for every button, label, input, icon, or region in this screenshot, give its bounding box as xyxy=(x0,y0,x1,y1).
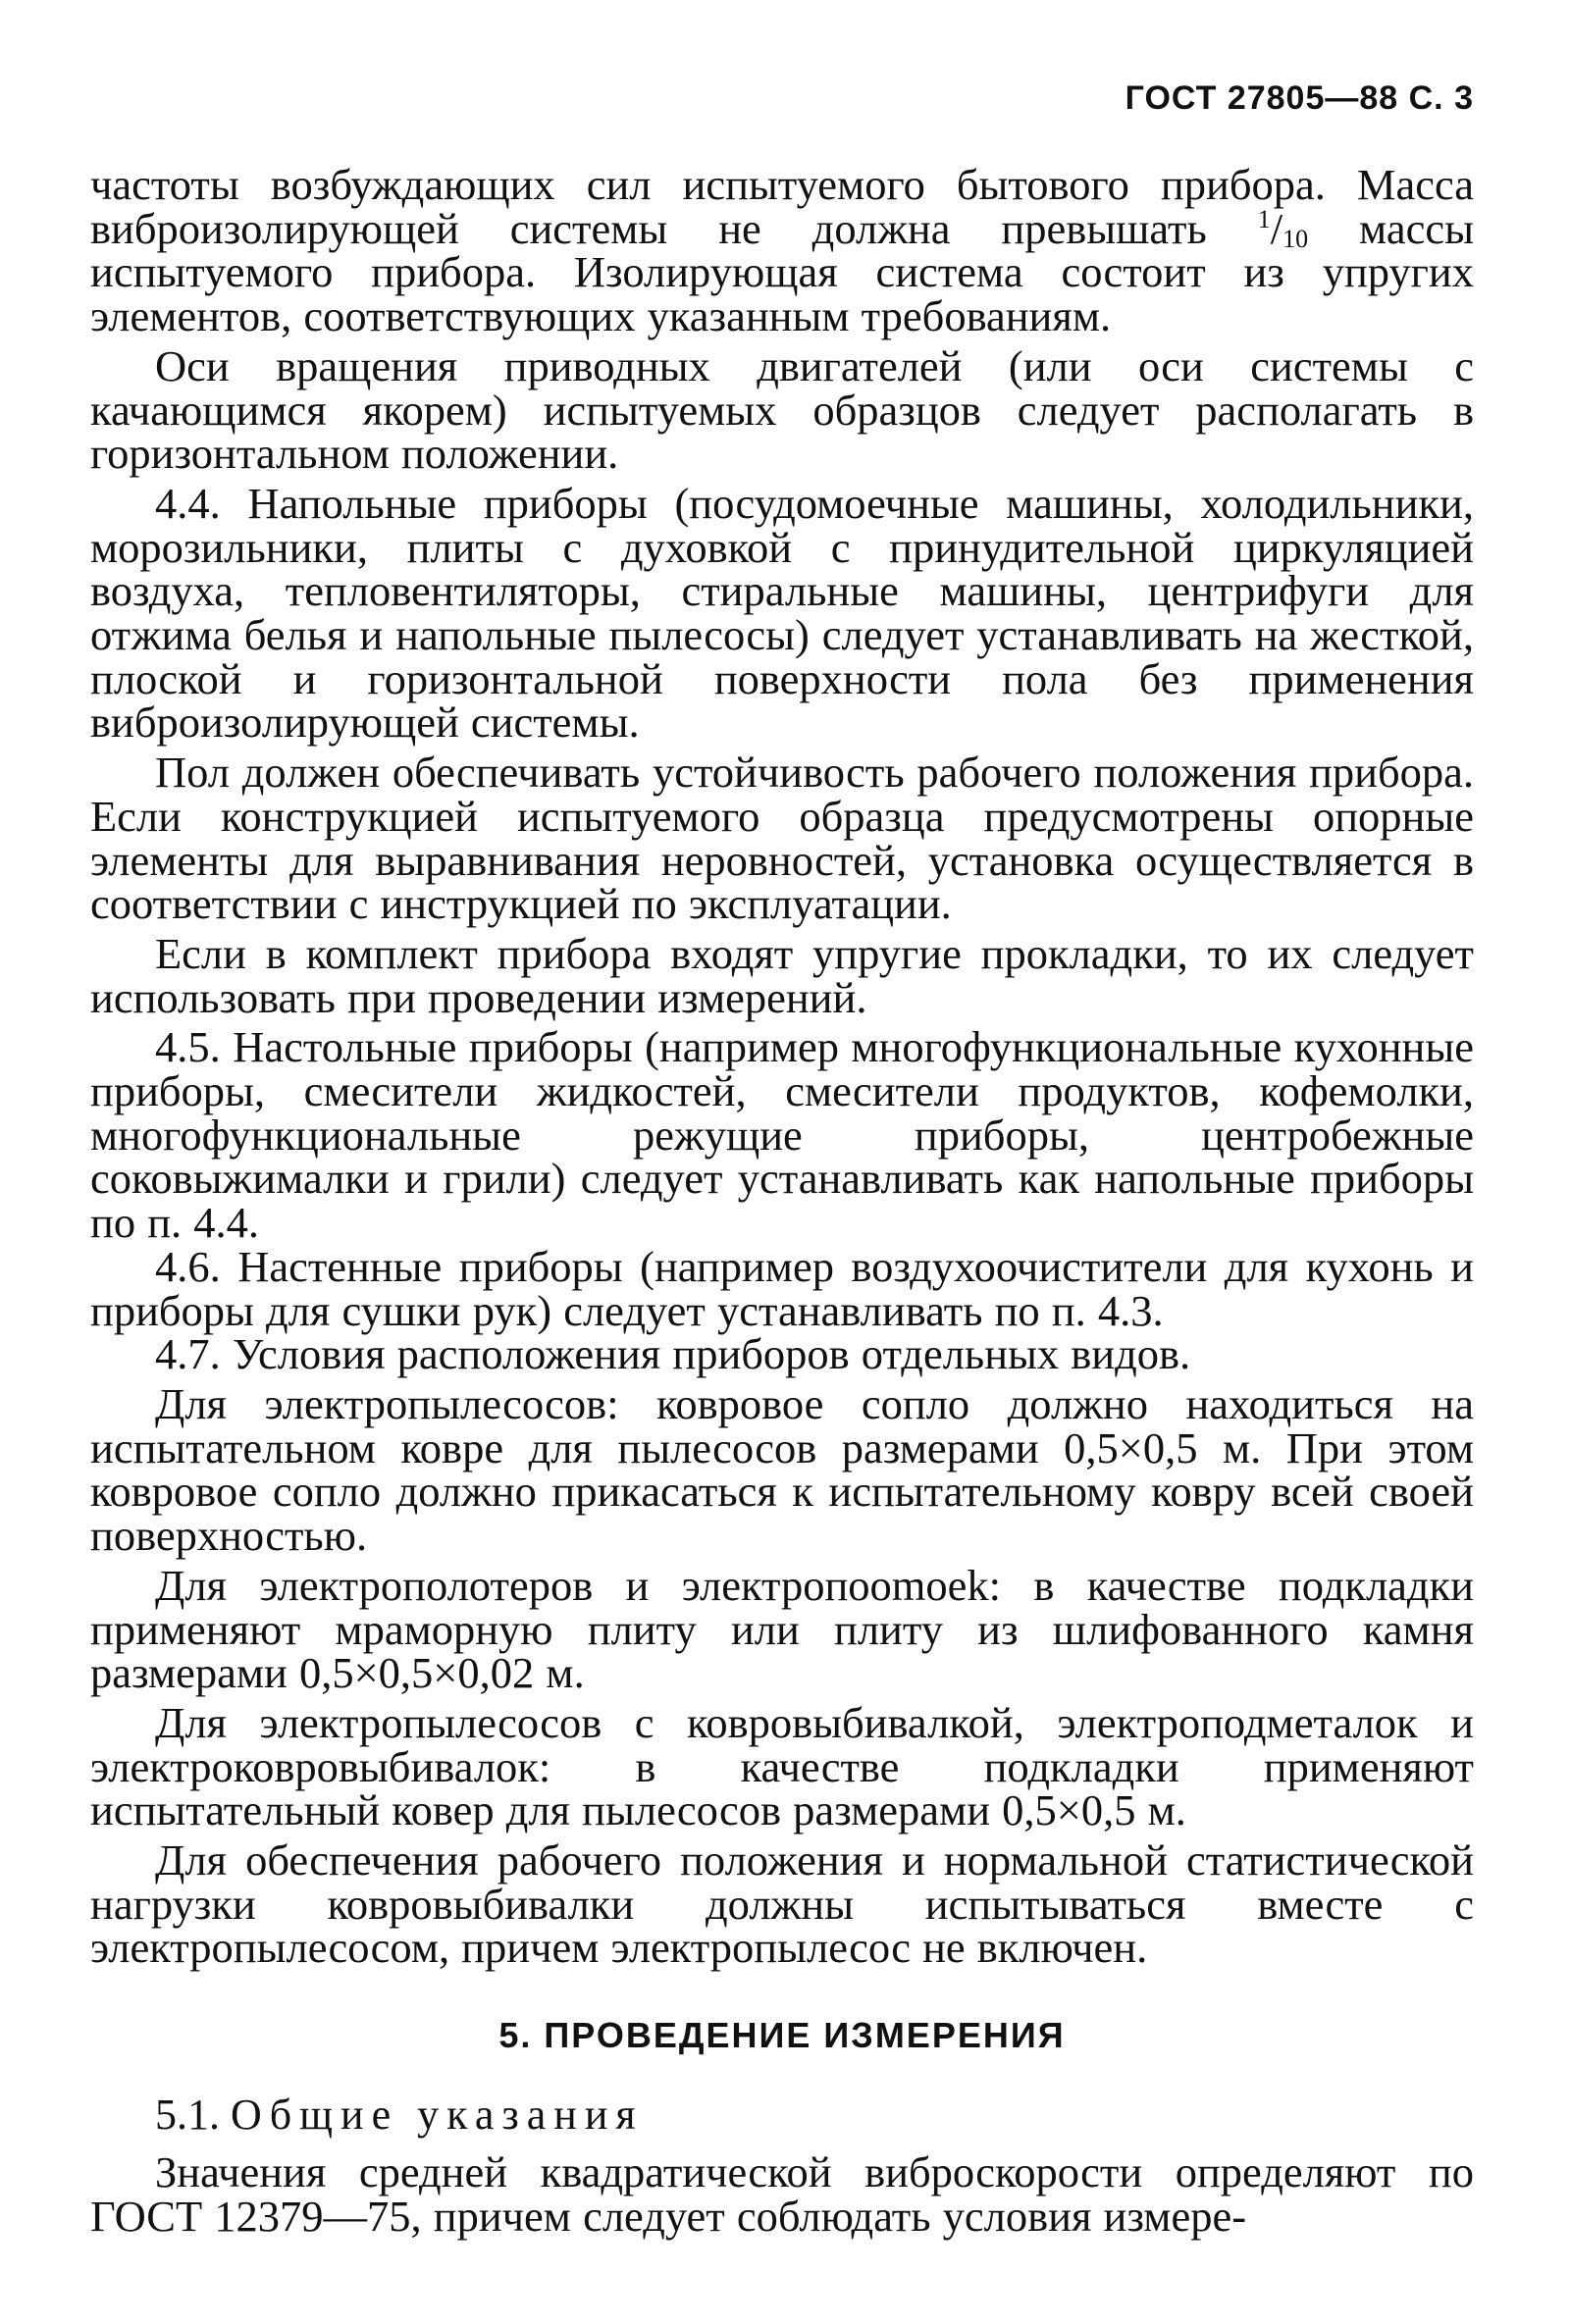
paragraph-4-6: 4.6. Настенные приборы (например воздухоочистители для кухонь и приборы для сушки рук) следует устанавливать по п. 4.3. xyxy=(90,1241,1474,1335)
subsection-title: Общие указания xyxy=(231,2091,644,2140)
paragraph-text: массы испытуемого прибора. Изолирующая система состоит из упругих элементов, соответствующих указанным требованиям. xyxy=(90,203,1474,341)
subsection-heading xyxy=(90,2090,1474,2141)
page-header: ГОСТ 27805—88 С. 3 xyxy=(1125,79,1474,117)
paragraph-4-5: 4.5. Настольные приборы (например многофункциональные кухонные приборы, смесители жидкостей, смесители продуктов, кофемолки, многофункциональные режущие приборы, центробежные соковыжималки и грили) следует устанавливать как напольные приборы по п. 4.4. xyxy=(90,1022,1474,1248)
paragraph-static-load: Для обеспечения рабочего положения и нормальной статистической нагрузки ковровыбивалки должны испытываться вместе с электропылесосом, причем электропылесос не включен. xyxy=(90,1835,1474,1973)
subsection-number: 5.1. xyxy=(155,2091,220,2140)
paragraph-mass-requirement xyxy=(90,160,1474,341)
section-title: 5. ПРОВЕДЕНИЕ ИЗМЕРЕНИЯ xyxy=(498,2015,1066,2056)
paragraph-text: частоты возбуждающих сил испытуемого бытового прибора. Масса виброизолирующей системы не должна превышать xyxy=(90,160,1474,253)
paragraph-floor-polishers: Для электрополотеров и электропоomoek: в качестве подкладки применяют мраморную плиту или плиту из шлифованного камня размерами 0,5×0,5×0,02 м. xyxy=(90,1560,1474,1698)
paragraph-gaskets: Если в комплект прибора входят упругие прокладки, то их следует использовать при проведении измерений. xyxy=(90,928,1474,1022)
fraction-slash: / xyxy=(1270,203,1283,253)
document-page xyxy=(90,69,1474,2239)
fraction-denominator: 10 xyxy=(1282,224,1309,253)
paragraph-measurement: Значения средней квадратической виброскорости определяют по ГОСТ 12379—75, причем следует соблюдать условия измере- xyxy=(90,2147,1474,2241)
fraction-numerator: 1 xyxy=(1257,204,1271,233)
paragraph-floor: Пол должен обеспечивать устойчивость рабочего положения прибора. Если конструкцией испытуемого образца предусмотрены опорные элементы для выравнивания неровностей, установка осуществляется в соответствии с инструкцией по эксплуатации. xyxy=(90,748,1474,929)
paragraph-4-7: 4.7. Условия расположения приборов отдельных видов. xyxy=(155,1329,1191,1379)
paragraph-4-4: 4.4. Напольные приборы (посудомоечные машины, холодильники, морозильники, плиты с духовкой с принудительной циркуляцией воздуха, тепловентиляторы, стиральные машины, центрифуги для отжима белья и напольные пылесосы) следует устанавливать на жесткой, плоской и горизонтальной поверхности пола без применения виброизолирующей системы. xyxy=(90,478,1474,748)
paragraph-motor-axes: Оси вращения приводных двигателей (или оси системы с качающимся якорем) испытуемых образцов следует располагать в горизонтальном положении. xyxy=(90,340,1474,479)
paragraph-carpet-beaters: Для электропылесосов с ковровыбивалкой, электроподметалок и электроковровыбивалок: в качестве подкладки применяют испытательный ковер для пылесосов размерами 0,5×0,5 м. xyxy=(90,1697,1474,1835)
paragraph-vacuum-cleaners: Для электропылесосов: ковровое сопло должно находиться на испытательном ковре для пылесосов размерами 0,5×0,5 м. При этом ковровое сопло должно прикасаться к испытательному ковру всей своей поверхностью. xyxy=(90,1378,1474,1561)
